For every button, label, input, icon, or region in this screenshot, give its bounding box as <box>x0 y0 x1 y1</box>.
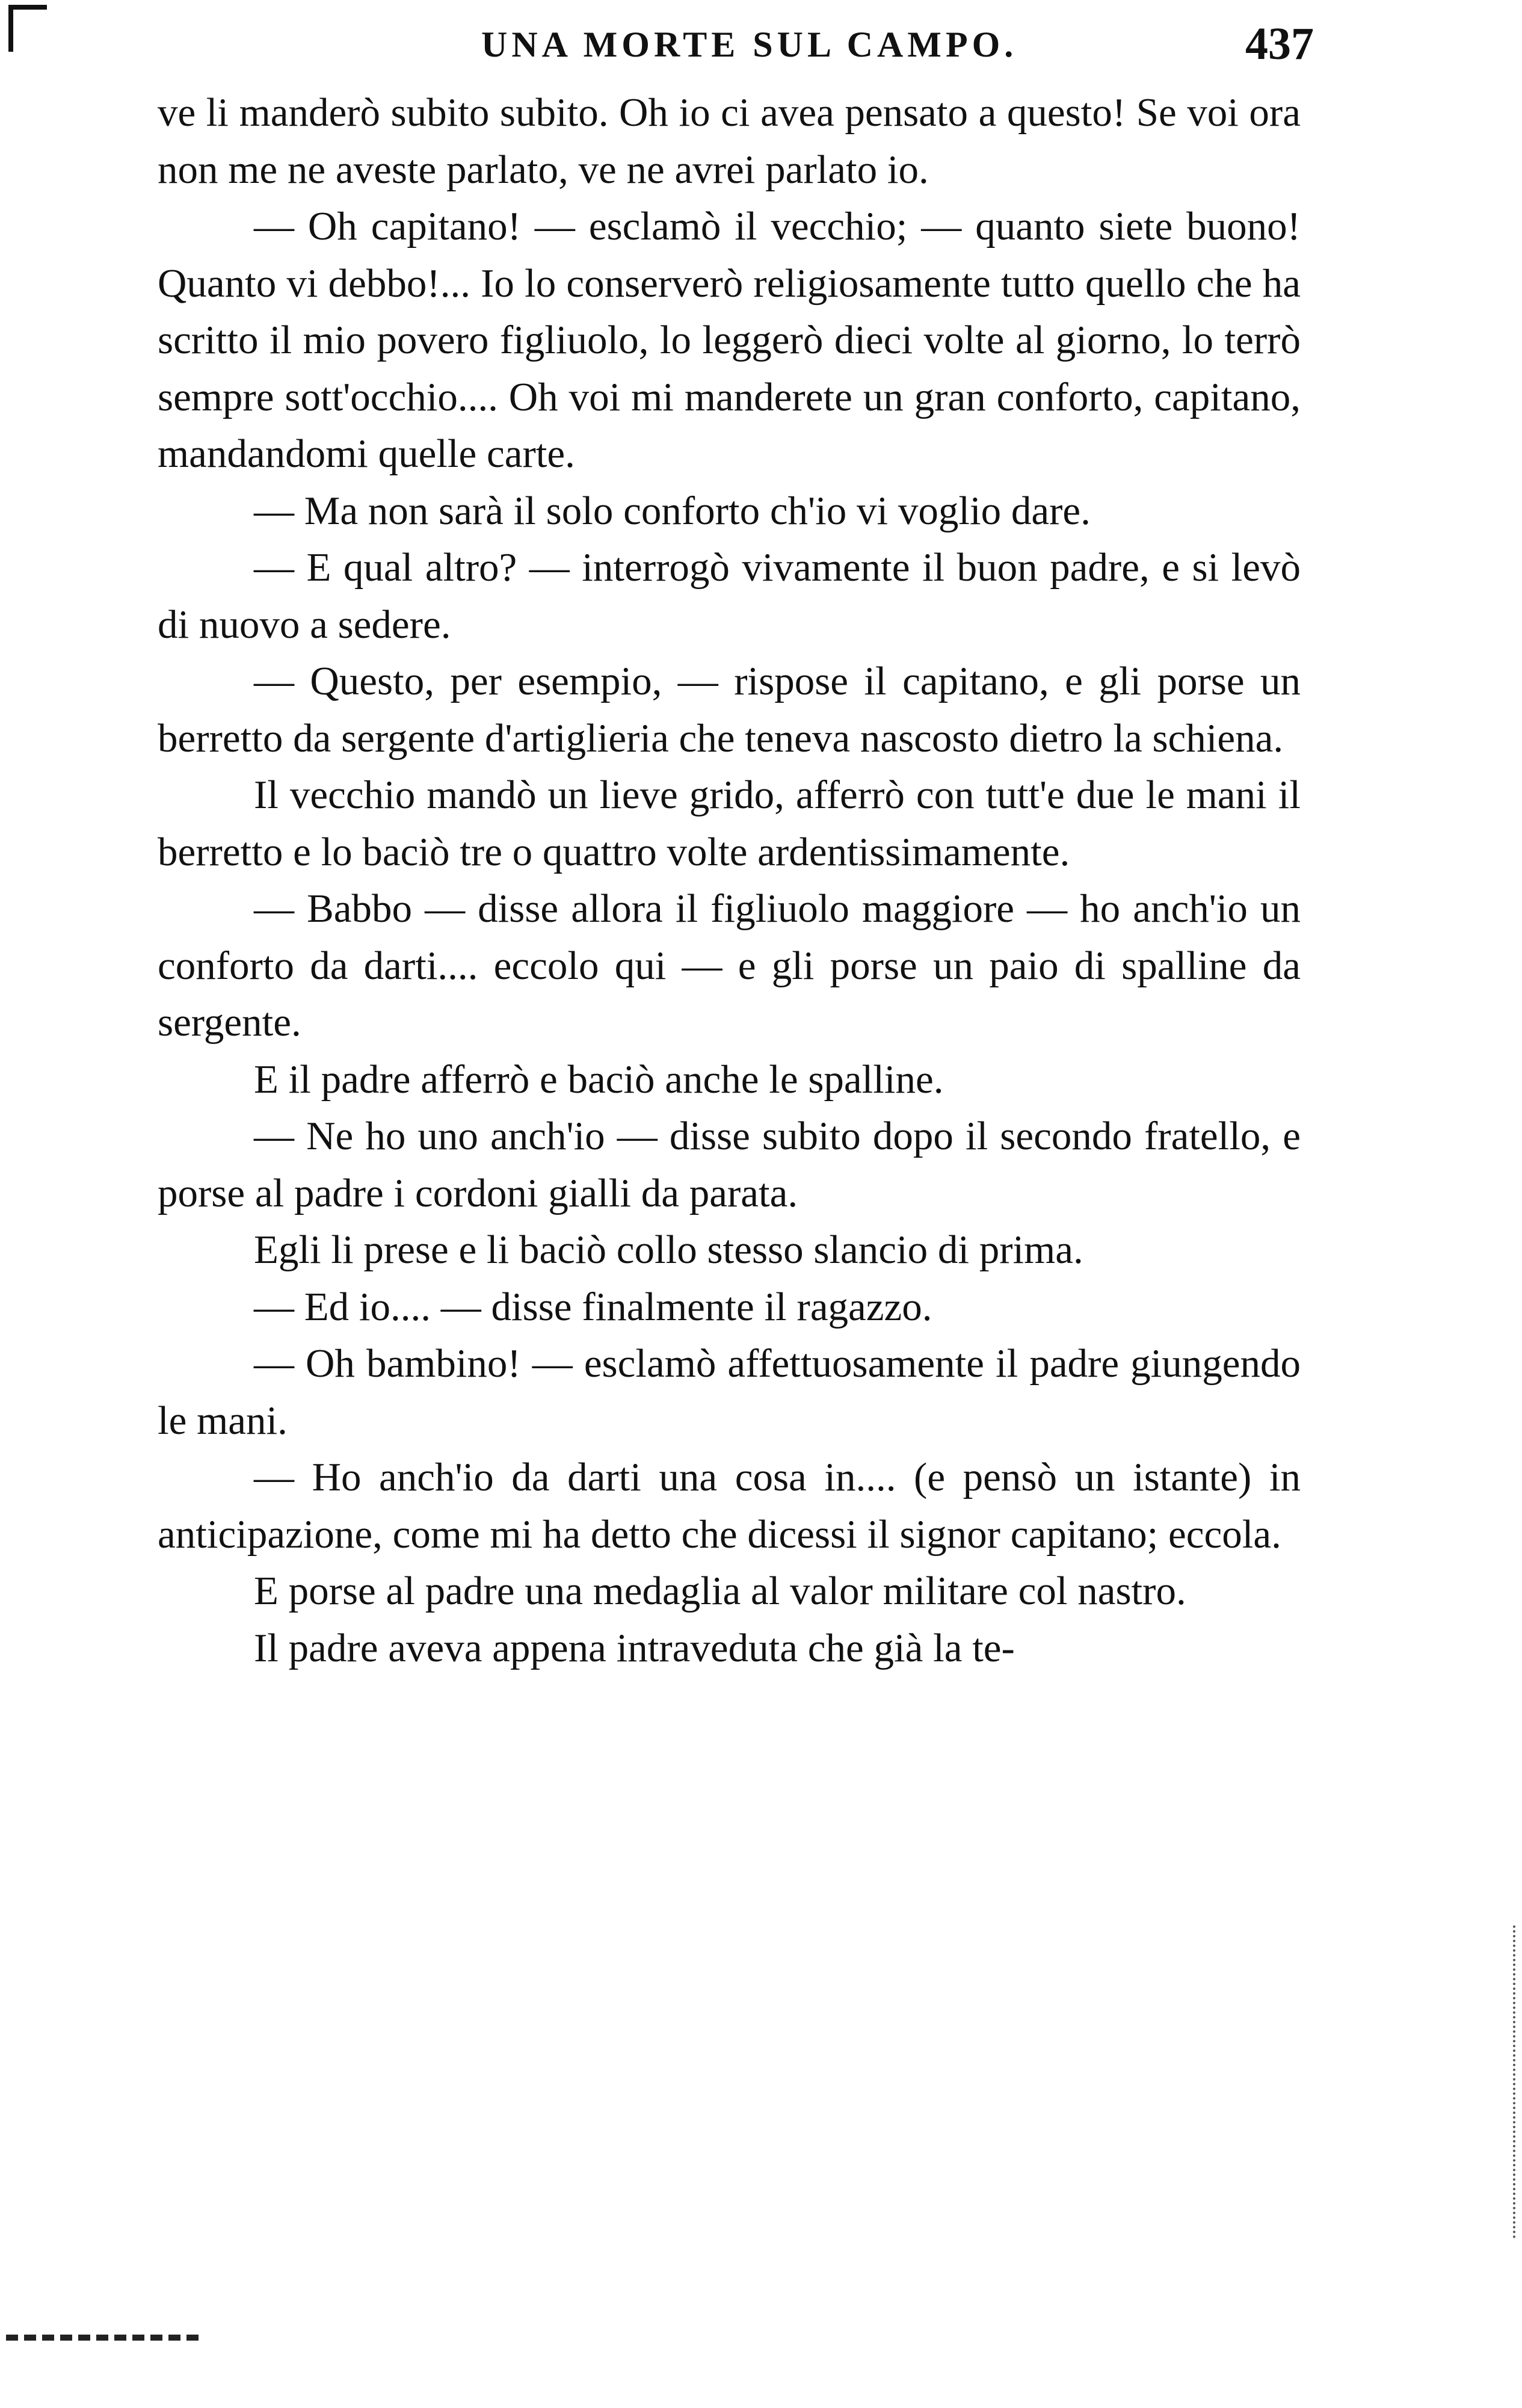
paragraph-5: — Questo, per esempio, — rispose il capitano, e gli porse un berretto da sergente d'artiglieria che teneva nascosto dietro la schiena. <box>158 659 1301 761</box>
paragraph-1: ve li manderò subito subito. Oh io ci avea pensato a questo! Se voi ora non me ne aveste parlato, ve ne avrei parlato io. <box>158 90 1301 192</box>
paragraph-11: — Ed io.... — disse finalmente il ragazzo. <box>254 1284 932 1329</box>
running-title: UNA MORTE SUL CAMPO. <box>481 25 1018 64</box>
paragraph-3: — Ma non sarà il solo conforto ch'io vi voglio dare. <box>254 488 1091 533</box>
text-body <box>158 84 1301 1676</box>
paragraph-13: — Ho anch'io da darti una cosa in.... (e pensò un istante) in anticipazione, come mi ha detto che dicessi il signor capitano; eccola. <box>158 1455 1301 1557</box>
scan-edge-dots <box>1513 1925 1519 2238</box>
paragraph-10: Egli li prese e li baciò collo stesso slancio di prima. <box>254 1227 1083 1272</box>
paragraph-7: — Babbo — disse allora il figliuolo maggiore — ho anch'io un conforto da darti.... eccolo qui — e gli porse un paio di spalline da sergente. <box>158 886 1301 1045</box>
paragraph-12: — Oh bambino! — esclamò affettuosamente il padre giungendo le mani. <box>158 1341 1301 1443</box>
paragraph-6: Il vecchio mandò un lieve grido, afferrò con tutt'e due le mani il berretto e lo baciò tre o quattro volte ardentissimamente. <box>158 773 1301 874</box>
scan-footer-mark <box>6 2335 199 2365</box>
page-number: 437 <box>1245 19 1314 69</box>
paragraph-8: E il padre afferrò e baciò anche le spalline. <box>254 1057 944 1102</box>
running-head <box>0 18 1522 84</box>
paragraph-4: — E qual altro? — interrogò vivamente il buon padre, e si levò di nuovo a sedere. <box>158 545 1301 647</box>
paragraph-14: E porse al padre una medaglia al valor militare col nastro. <box>254 1569 1186 1613</box>
paragraph-2: — Oh capitano! — esclamò il vecchio; — quanto siete buono! Quanto vi debbo!... Io lo conserverò religiosamente tutto quello che ha scritto il mio povero figliuolo, lo leggerò dieci volte al giorno, lo terrò sempre sott'occhio.... Oh voi mi manderete un gran conforto, capitano, mandandomi quelle carte. <box>158 204 1301 476</box>
paragraph-9: — Ne ho uno anch'io — disse subito dopo il secondo fratello, e porse al padre i cordoni gialli da parata. <box>158 1114 1301 1215</box>
paragraph-15: Il padre aveva appena intraveduta che già la te- <box>254 1625 1015 1670</box>
